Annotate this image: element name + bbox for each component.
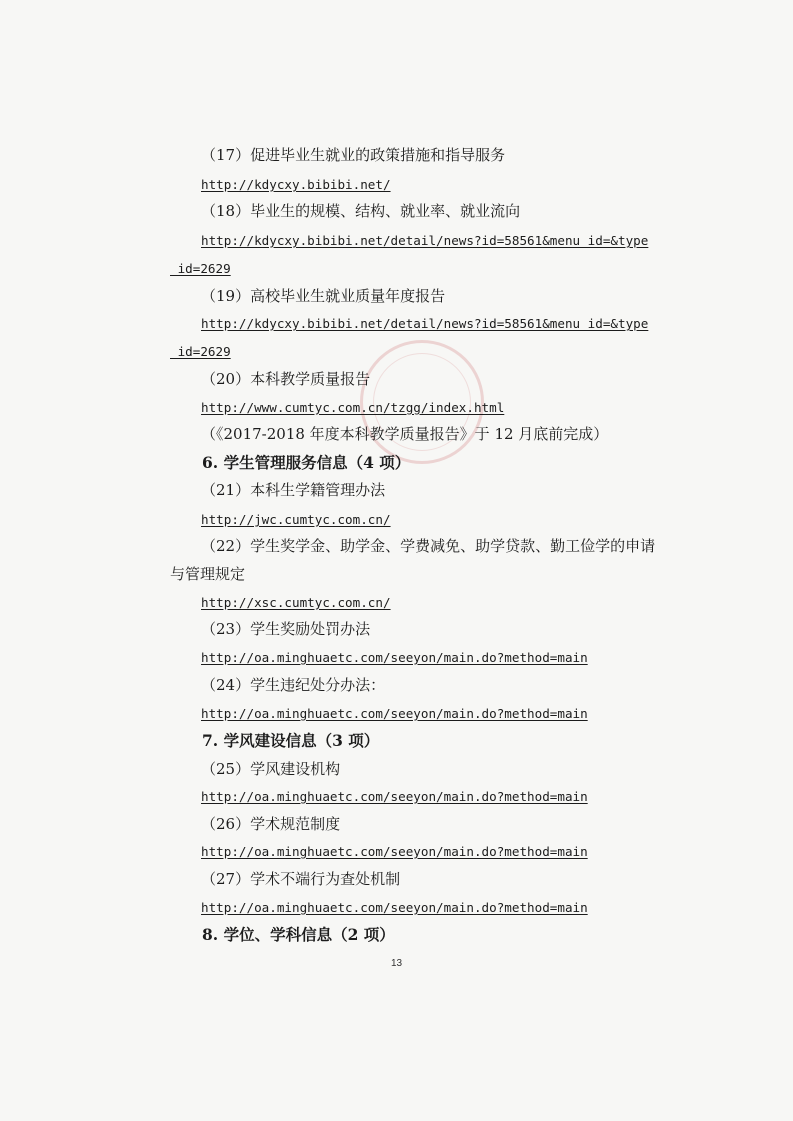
url-25[interactable]: http://oa.minghuaetc.com/seeyon/main.do?method=main — [201, 789, 588, 804]
url-19[interactable]: http://kdycxy.bibibi.net/detail/news?id=58561&menu_id=&type — [201, 316, 649, 331]
url-17[interactable]: http://kdycxy.bibibi.net/ — [201, 177, 391, 192]
list-item-22-continued: 与管理规定 — [170, 565, 246, 583]
url-18[interactable]: http://kdycxy.bibibi.net/detail/news?id=58561&menu_id=&type — [201, 233, 649, 248]
url-20[interactable]: http://www.cumtyc.com.cn/tzgg/index.html — [201, 400, 505, 415]
url-22[interactable]: http://xsc.cumtyc.com.cn/ — [201, 595, 391, 610]
url-26[interactable]: http://oa.minghuaetc.com/seeyon/main.do?method=main — [201, 844, 588, 859]
section-heading-7: 7. 学风建设信息（3 项） — [202, 731, 380, 750]
list-item-18: （18）毕业生的规模、结构、就业率、就业流向 — [201, 202, 521, 220]
list-item-20: （20）本科教学质量报告 — [201, 370, 371, 388]
list-item-19: （19）高校毕业生就业质量年度报告 — [201, 287, 446, 305]
list-item-25: （25）学风建设机构 — [201, 760, 341, 778]
url-18-continued[interactable]: _id=2629 — [170, 261, 231, 276]
url-21[interactable]: http://jwc.cumtyc.com.cn/ — [201, 512, 391, 527]
list-item-21: （21）本科生学籍管理办法 — [201, 481, 386, 499]
section-heading-6: 6. 学生管理服务信息（4 项） — [202, 453, 411, 472]
page-number: 13 — [390, 958, 403, 969]
list-item-27: （27）学术不端行为查处机制 — [201, 870, 401, 888]
url-27[interactable]: http://oa.minghuaetc.com/seeyon/main.do?method=main — [201, 900, 588, 915]
url-24[interactable]: http://oa.minghuaetc.com/seeyon/main.do?method=main — [201, 706, 588, 721]
list-item-23: （23）学生奖励处罚办法 — [201, 620, 371, 638]
url-19-continued[interactable]: _id=2629 — [170, 344, 231, 359]
list-item-17: （17）促进毕业生就业的政策措施和指导服务 — [201, 146, 506, 164]
list-item-26: （26）学术规范制度 — [201, 815, 341, 833]
list-item-24: （24）学生违纪处分办法： — [201, 676, 386, 694]
list-item-22: （22）学生奖学金、助学金、学费减免、助学贷款、勤工俭学的申请 — [201, 537, 656, 555]
note-20: （《2017-2018 年度本科教学质量报告》于 12 月底前完成） — [201, 425, 609, 443]
section-heading-8: 8. 学位、学科信息（2 项） — [202, 925, 395, 944]
url-23[interactable]: http://oa.minghuaetc.com/seeyon/main.do?method=main — [201, 650, 588, 665]
